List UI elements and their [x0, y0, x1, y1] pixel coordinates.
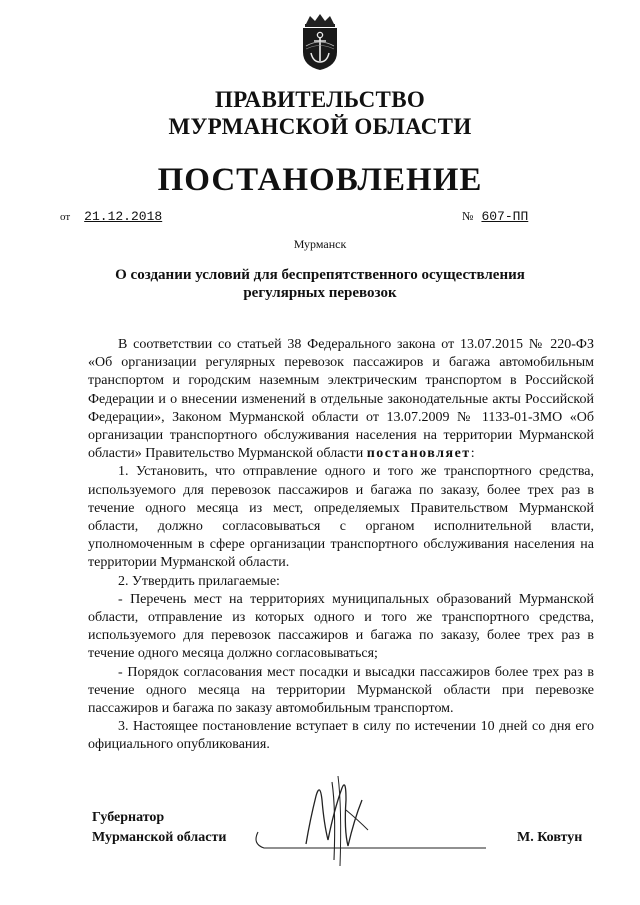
- org-line-1: ПРАВИТЕЛЬСТВО: [214, 87, 426, 112]
- date-field: [60, 208, 188, 225]
- date-label: от: [60, 211, 71, 223]
- signatory-position: [92, 808, 226, 848]
- title-line-1: О создании условий для беспрепятственного осуществления: [115, 267, 525, 283]
- document-type: ПОСТАНОВЛЕНИЕ: [157, 162, 483, 198]
- date-value: 21.12.2018: [84, 209, 163, 224]
- item-1: 1. Установить, что отправление одного и того же транспортного средства, используемого для перевозок пассажиров и багажа по заказу, более трех раз в течение одного месяца из мест, определяемых Правительством Мурманской области, должно согласовываться с органом исполнительной власти, уполномоченным в сфере организации транспортного обслуживания населения на территории Мурманской области.: [88, 464, 594, 571]
- decree-word: постановляет: [366, 446, 471, 462]
- preamble-paragraph: [88, 336, 594, 463]
- document-body: [88, 336, 594, 755]
- position-line-1: Губернатор: [92, 810, 165, 825]
- city-name: Мурманск: [293, 237, 347, 251]
- org-line-2: МУРМАНСКОЙ ОБЛАСТИ: [168, 114, 472, 139]
- document-title: [90, 266, 550, 302]
- murmansk-coat-of-arms-icon: [296, 12, 344, 72]
- decree-colon: :: [470, 446, 475, 462]
- signatory-name: М. Ковтун: [517, 830, 583, 845]
- item-2-b: - Порядок согласования мест посадки и высадки пассажиров более трех раз в течение одного месяца на территории Мурманской области при перевозке пассажиров и багажа по заказу автомобильным транспортом.: [88, 664, 594, 717]
- number-field: [462, 208, 550, 225]
- item-3: 3. Настоящее постановление вступает в силу по истечении 10 дней со дня его официального опубликования.: [88, 719, 594, 753]
- item-2: 2. Утвердить прилагаемые:: [118, 573, 280, 589]
- number-value: 607-ПП: [481, 209, 529, 224]
- handwritten-signature-icon: [250, 770, 510, 880]
- number-label: №: [462, 209, 474, 223]
- organization-name: [0, 86, 640, 140]
- position-line-2: Мурманской области: [92, 830, 227, 845]
- title-line-2: регулярных перевозок: [243, 285, 397, 301]
- item-2-a: - Перечень мест на территориях муниципальных образований Мурманской области, отправление из которых одного и того же транспортного средства, используемого для перевозок пассажиров и багажа по заказу, более трех раз в течение одного месяца должно согласовываться;: [88, 591, 594, 662]
- preamble-text: В соответствии со статьей 38 Федерального закона от 13.07.2015 № 220-ФЗ «Об организации регулярных перевозок пассажиров и багажа автомобильным транспортом и городским наземным электрическим транспортом в Российской Федерации и о внесении изменений в отдельные законодательные акты Российской Федерации», Законом Мурманской области от 13.07.2009 № 1133-01-ЗМО «Об организации транспортного обслуживания населения на территории Мурманской области» Правительство Мурманской области: [88, 337, 594, 462]
